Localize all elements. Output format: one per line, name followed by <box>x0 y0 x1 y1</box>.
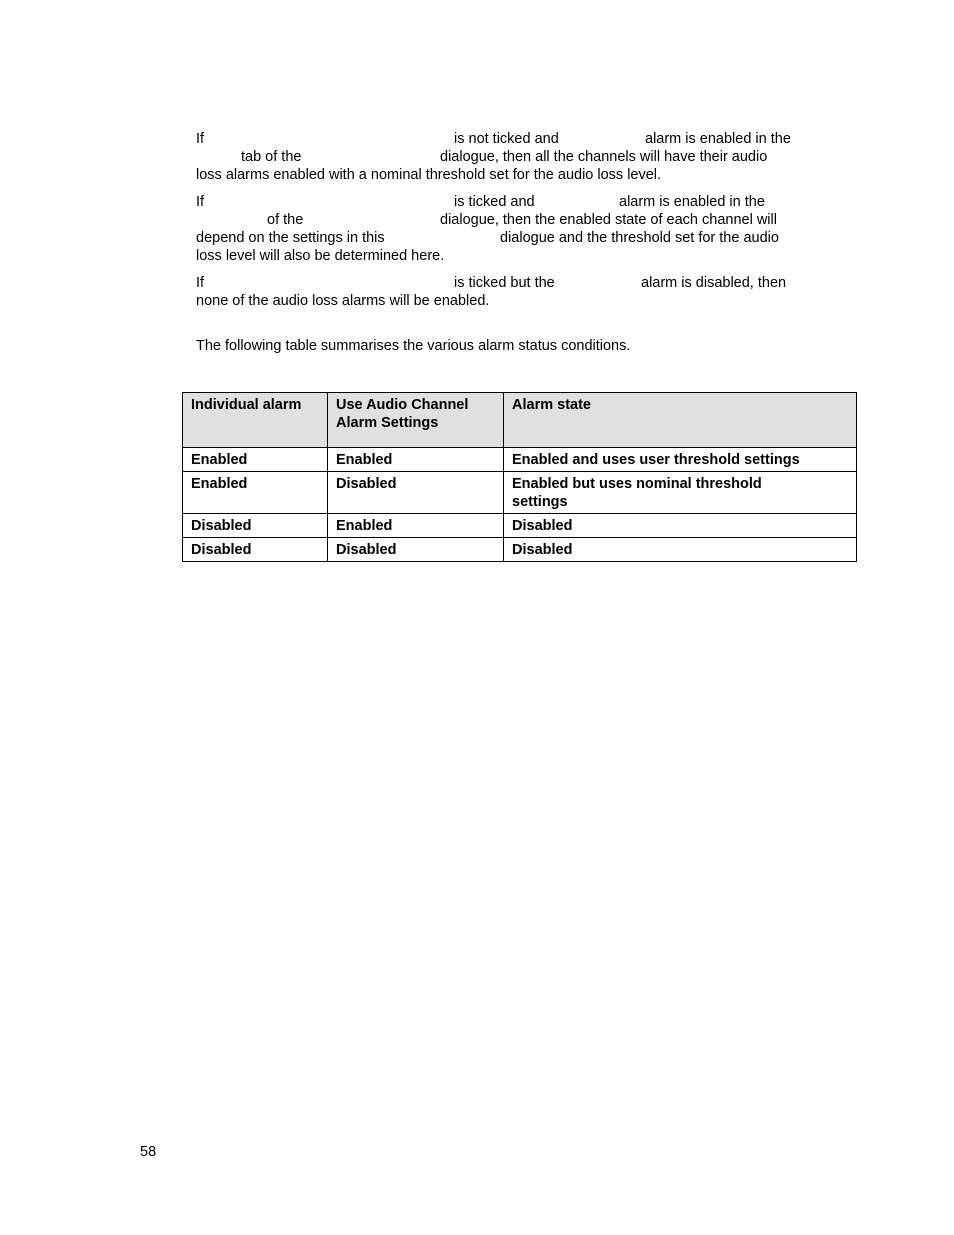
text-fragment: loss level will also be determined here. <box>196 248 445 264</box>
text-fragment: dialogue and the threshold set for the audio <box>500 230 779 246</box>
cell-individual-alarm: Disabled <box>183 514 328 538</box>
table-header-row <box>183 393 857 448</box>
table-row <box>183 514 857 538</box>
text-fragment: is not ticked and <box>454 131 559 147</box>
text-fragment: depend on the settings in this <box>196 230 385 246</box>
alarm-status-table <box>182 392 857 562</box>
table-row <box>183 472 857 514</box>
cell-alarm-state: Disabled <box>504 538 857 562</box>
text-fragment: is ticked and <box>454 194 535 210</box>
text-fragment: If <box>196 194 205 210</box>
text-fragment: is ticked but the <box>454 275 555 291</box>
cell-use-channel-settings: Enabled <box>328 514 504 538</box>
header-use-audio-channel-alarm-settings: Use Audio Channel Alarm Settings <box>328 393 504 448</box>
cell-alarm-state: Enabled and uses user threshold settings <box>504 448 857 472</box>
text-fragment: alarm is enabled in the <box>619 194 765 210</box>
cell-individual-alarm: Disabled <box>183 538 328 562</box>
page-number: 58 <box>140 1144 157 1160</box>
cell-use-channel-settings: Enabled <box>328 448 504 472</box>
text-fragment: dialogue, then the enabled state of each channel will <box>440 212 777 228</box>
text-fragment: If <box>196 275 205 291</box>
text-fragment: tab of the <box>241 149 302 165</box>
cell-alarm-state: Enabled but uses nominal threshold settings <box>504 472 857 514</box>
header-alarm-state: Alarm state <box>504 393 857 448</box>
text-fragment: alarm is enabled in the <box>645 131 791 147</box>
text-fragment: dialogue, then all the channels will have their audio <box>440 149 768 165</box>
cell-use-channel-settings: Disabled <box>328 472 504 514</box>
header-individual-alarm: Individual alarm <box>183 393 328 448</box>
text-fragment: alarm is disabled, then <box>641 275 787 291</box>
text-fragment: If <box>196 131 205 147</box>
table-row <box>183 538 857 562</box>
text-fragment: none of the audio loss alarms will be enabled. <box>196 293 490 309</box>
cell-individual-alarm: Enabled <box>183 472 328 514</box>
text-fragment: of the <box>267 212 304 228</box>
table-intro-text: The following table summarises the various alarm status conditions. <box>196 338 631 354</box>
table-row <box>183 448 857 472</box>
cell-alarm-state: Disabled <box>504 514 857 538</box>
cell-individual-alarm: Enabled <box>183 448 328 472</box>
text-fragment: loss alarms enabled with a nominal threshold set for the audio loss level. <box>196 167 662 183</box>
cell-use-channel-settings: Disabled <box>328 538 504 562</box>
